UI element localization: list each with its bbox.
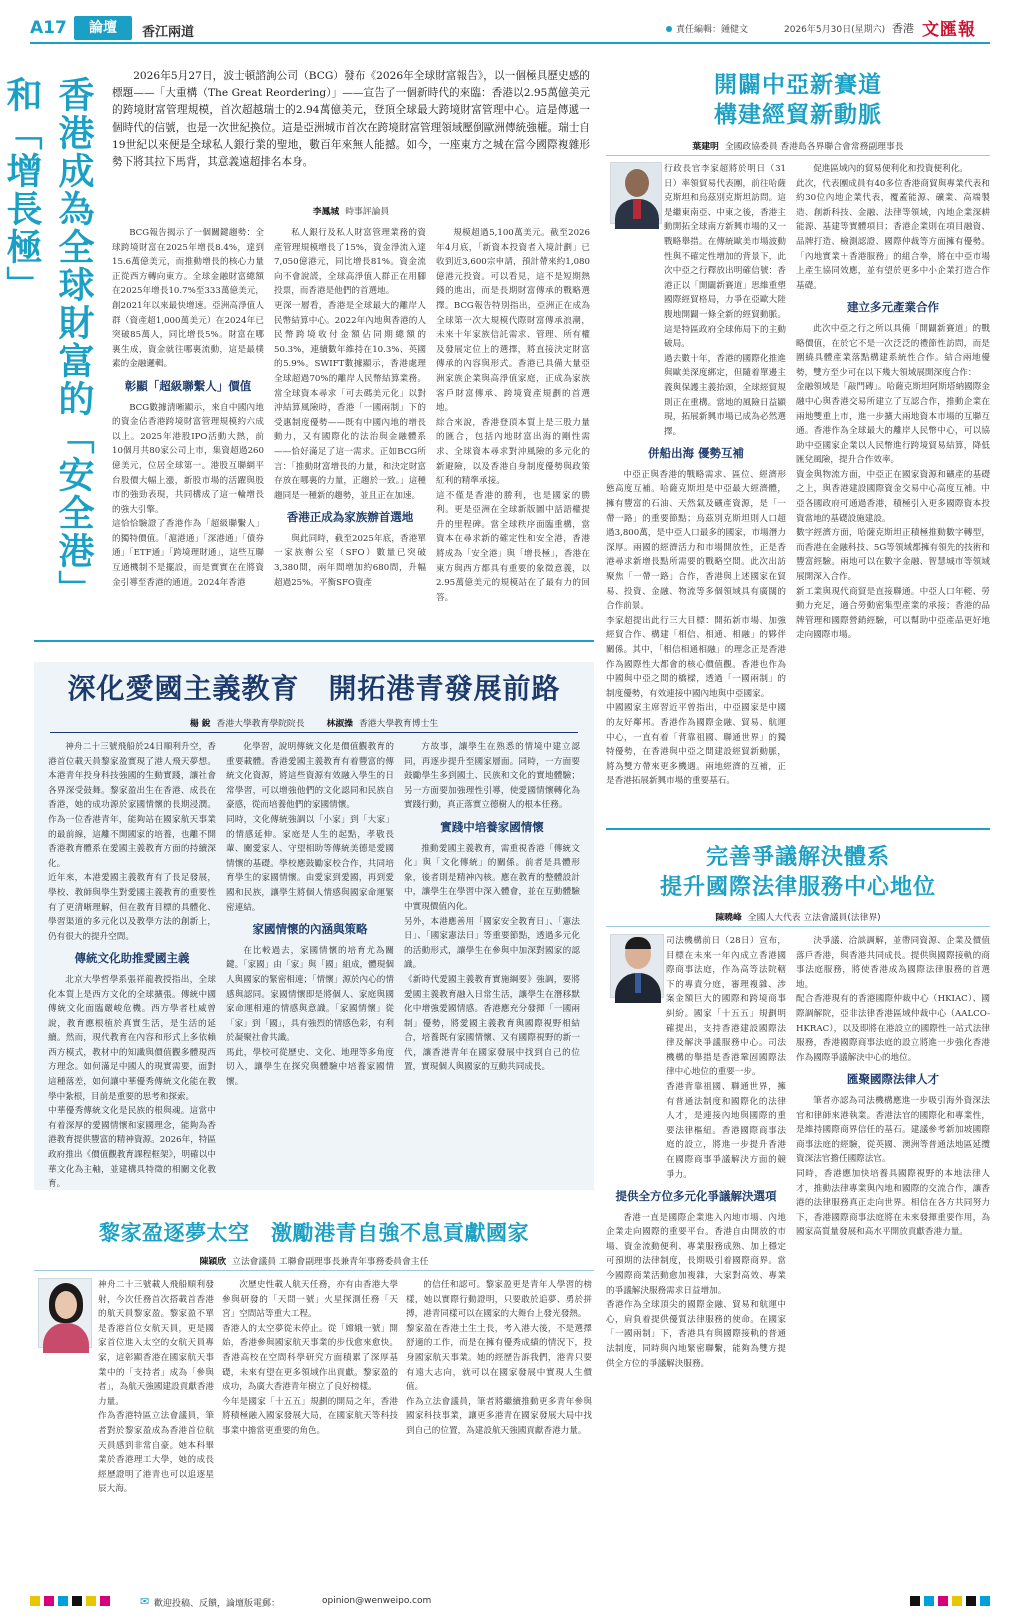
page-number: A17 xyxy=(30,18,67,38)
paper-prefix: 香港 xyxy=(892,22,914,35)
article3-byline xyxy=(34,716,594,729)
article3-subhead-2: 家國情懷的內涵與策略 xyxy=(252,922,368,937)
page-header xyxy=(30,14,990,44)
article1-col3: 規模超過5,100萬美元。截至2026年4月底，「新資本投資者入境計劃」已收到近3,600宗申請，預計帶來約1,080億港元投資。可以看見，這不是短期熱錢的進出，而是長期財富傳承的戰略選擇。BCG報告特別指出，亞洲正在成為全球第一次大規模代際財富傳承浪潮，未來十年家族信託需求、管理、所有權及發展定位上的選擇，將直接決定財富傳承的內容與形式。香港已具備大量亞洲家族企業與高淨值家庭，正成為家族客戶財富傳承、跨境資產規劃的首選地。 綜合來說，香港登頂本質上是三股力量的匯合，包括內地財富出海的剛性需求、全球資本尋求對沖風險的多元化的新避險，以及香港自身制度優勢與政策紅利的精準承接。 這不僅是香港的勝利，也是國家的勝利。更是亞洲在全球新版圖中話語權提升的里程碑。當全球秩序面臨重構，當資本在尋求新的確定性和安全港，香港將成為「安全港」與「增長極」，香港在東方與西方都具有重要的象徵意義，以2.95萬億美元的規模站在了最有力的回答。 xyxy=(436,228,590,603)
article2-bottom-rule xyxy=(606,828,990,830)
article3-subhead-1: 傳統文化助推愛國主義 xyxy=(74,951,190,966)
article3-col1: 神舟二十三號飛船於24日順利升空，香港首位載天員黎家盈實現了港人飛天夢想。本港青年投身科技強國的生動實踐，讓社會各界深受鼓舞。黎家盈出生在香港、成長在香港，她的成功源於家國情懷的長期浸潤。作為一位香港青年，能夠站在國家航天事業的最前線，這離不開國家的培養，也離不開香港教育體系在愛國主義教育方面的持續深化。 近年來，本港愛國主義教育有了長足發展，學校、教師與學生對愛國主義教育的重要性有了更清晰理解，但在教育目標的具體化、學習渠道的多元化以及教學方法的創新上，仍有很大的提升空間。 傳統文化助推愛國主義 北京大學哲學系張祥龍教授指出，全球化本質上是西方文化的全球擴張。傳統中國傳統文化面臨嚴峻危機。西方學者杜威曾說，教育應根植於真實生活，是生活的延續。然而，現代教育在內容和形式上多依賴西方模式，教材中的知識與價值觀多體現西方理念。如何滿足中國人的現實需要，面對這種落差，如何讓中華優秀傳統文化能在教學中紮根，目前是重要的思考和探索。 中華優秀傳統文化是民族的根與魂。這當中有着深厚的愛國情懷和家國理念，能夠為香港教育提供豐富的精神資源。2026年，特區政府推出《價值觀教育課程框架》，明確以中華文化為主軸，並建構具特徵的相關文化教育。 xyxy=(48,742,216,1190)
article5-subhead-1: 提供全方位多元化爭議解決選項 xyxy=(615,1189,777,1204)
article5-headline-1: 完善爭議解決體系 xyxy=(705,844,890,870)
article2-col2: 促進區域內的貿易便利化和投資便利化。 此次，代表團成員有40多位香港商貿與專業代表和約30位內地企業代表，覆蓋能源、礦業、高端製造、創新科技、金融、法律等領域，內地企業深耕能源、基建等實體項目；香港企業則在項目融資、品牌打造、檢測認證、國際仲裁等方面擁有優勢。「內地實業＋香港服務」的組合拳，將在中亞市場上產生協同效應，並有望於更多中小企業打造合作基礎。 建立多元產業合作 此次中亞之行之所以具備「開闢新賽道」的戰略價值，在於它不是一次泛泛的禮節性訪問，而是圍繞具體產業落點構建系統性合作。結合兩地優勢，雙方至少可在以下幾大領域展開深度合作： 金融領域是「敲門磚」。哈薩克斯坦阿斯塔納國際金融中心與香港交易所建立了互認合作，推動企業在兩地雙重上市，進一步擴大兩地資本市場的互聯互通。香港作為全球最大的離岸人民幣中心，可以協助中亞國家企業以人民幣進行跨境貿易結算，降低匯兌風險，提升合作效率。 資金與物流方面，中亞正在國家資源和礦產的基礎之上，與香港建設國際資金交易中心高度互補。中亞各國政府可通過香港，積極引入更多國際資本投資當地的基礎設施建設。 數字經濟方面，哈薩克斯坦正積極推動數字轉型，而香港在金融科技、5G等領域都擁有領先的技術和豐富經驗。兩地可以在數字金融、智慧城市等領域展開深入合作。 新工業與現代商貿是直接聯通。中亞人口年輕、勞動力充足，適合勞動密集型產業的承接；香港的品牌管理和國際營銷經驗，可以幫助中亞產品更好地走向國際市場。 xyxy=(796,164,990,641)
color-bar-left xyxy=(30,1596,130,1606)
article4-author-title: 立法會議員 工聯會副理事長兼青年事務委員會主任 xyxy=(232,1257,429,1267)
article1-lead: 2026年5月27日，波士頓諮詢公司（BCG）發布《2026年全球財富報告》，以一個極具歷史感的標題——「大重構（The Great Reordering）」——宣告了一個新時代的來臨：香港以2.95萬億美元的跨境財富管理規模，首次超越瑞士的2.94萬億美元，登頂全球最大跨境財富管理中心。這是傳遞一個時代的信號，也是一次世紀換位。這是亞洲城市首次在跨境財富管理領域壓倒歐洲傳統強權。瑞士自19世紀以來便是全球私人銀行業的聖地，數百年來無人能撼。如今，一座東方之城在當今國際複雜形勢下將其拉下馬背，其意義遠超排名本身。 xyxy=(112,70,590,169)
article3-author2-title: 香港大學教育博士生 xyxy=(358,719,439,729)
article2-subhead-1: 併船出海 優勢互補 xyxy=(647,446,744,461)
article1-col2: 私人銀行及私人財富管理業務的資產管理規模增長了15%，資金淨流入達7,050億港元，同比增長81%。資金流向不會說謊，全球高淨值人群正在用腳投票，而香港是他們的首選地。 更深一層看，香港是全球最大的離岸人民幣結算中心。2022年內地與香港的人民幣跨境收付金額佔同期總額的50.3%，連續數年維持在10.3%、英國的5.9%。SWIFT數據顯示，香港處理全球超過70%的離岸人民幣結算業務。當全球資本尋求「可去碼美元化」以對沖結算風險時，香港「一國兩制」下的受惠制度優勢——既有中國內地的增長動力，又有國際化的法治與金融體系——恰好滿足了這一需求。正如BCG所言：「推動財富增長的力量，和決定財富存放在哪裏的力量，正趨於一致。」這種趨同是一種新的趨勢，並且正在加速。 香港正成為家族辦首選地 與此同時，截至2025年底，香港單一家族辦公室（SFO）數量已突破3,380間，兩年間增加約680間，升幅超過25%。平衡SFO資產 xyxy=(274,228,426,588)
article5-title-rule xyxy=(606,926,990,927)
paper-logo: 文匯報 xyxy=(922,20,976,40)
article4-title-rule xyxy=(34,1270,594,1271)
article4-col1: 神舟二十三號載人飛船順利發射，今次任務首次搭載首香港的航天員黎家盈。黎家盈不單是香港首位女航天員，更是國家首位進入太空的女航天員專家，這彰顯香港在國家航天事業中的「支持者」成為「參與者」，為航天強國建設貢獻香港力量。 作為香港特區立法會議員，筆者對於黎家盈成為香港首位航天員感到非常自豪。她本科畢業於香港理工大學，她的成長經歷證明了港青也可以追逐星辰大海。 xyxy=(98,1280,215,1495)
article4-headline: 黎家盈逐夢太空 激勵港青自強不息貢獻國家 xyxy=(99,1220,529,1245)
article1-author-title: 時事評論員 xyxy=(345,207,390,217)
footer xyxy=(30,1590,990,1614)
footer-email-link[interactable]: opinion@wenweipo.com xyxy=(322,1596,432,1606)
article3-author2: 林淑操 xyxy=(326,719,353,729)
article3-subhead-3: 實踐中培養家國情懷 xyxy=(440,819,544,834)
issue-date: 2026年5月30日(星期六) xyxy=(784,25,886,35)
article2-col1: 行政長官李家超將於明日（31日）率領貿易代表團，前往哈薩克斯坦和烏茲別克斯坦訪問。這是繼東南亞、中東之後，香港主動開拓全球南方新興市場的又一戰略舉措。在傳統歐美市場波動性與不確定性增加的背景下，此次中亞之行釋放出明確信號：香港正以「開闢新賽道」思維重塑國際經貿格局，力爭在亞歐大陸腹地開闢一條全新的經貿動脈。這是特區政府全球佈局下的主動破局。 過去數十年，香港的國際化推進與歐美深度綁定，但隨着單邊主義與保護主義抬頭，全球經貿規則正在重構。當地的風險日益顯現，拓展新興市場已成為必然選擇。 併船出海 優勢互補 中亞正與香港的戰略需求、區位、經濟形態高度互補。哈薩克斯坦是中亞最大經濟體，擁有豐富的石油、天然氣及礦產資源，是「一帶一路」的重要節點；烏茲別克斯坦則人口超過3,800萬，是中亞人口最多的國家，市場潛力深厚。兩國的經濟活力和市場開放性，正是香港尋求新增長點所需要的戰略空間。此次出訪聚焦「一帶一路」合作，香港與上述國家在貿易、投資、金融、物流等多個領域具有廣闊的合作前景。 李家超提出此行三大目標：開拓新市場、加強經貿合作、構建「相信、相通、相融」的夥伴關係。其中，「相信相通相融」的理念正是香港作為國際性大都會的核心價值觀。香港也作為中國與中亞之間的橋樑，透過「一國兩制」的制度優勢，有效連接中國內地與中亞國家。 中國國家主席習近平曾指出，中亞國家是中國的友好鄰邦。香港作為國際金融、貿易、航運中心，一直有着「背靠祖國、聯通世界」的獨特優勢，在香港與中亞之間建設經貿新動脈，將為雙方帶來更多機遇。兩地經濟的互補，正是香港拓展新興市場的重要基石。 xyxy=(606,164,786,787)
article5-headline-2: 提升國際法律服務中心地位 xyxy=(659,874,936,900)
header-rule xyxy=(30,42,990,44)
article2-headline-1: 開闢中亞新賽道 xyxy=(714,71,882,98)
article2-author: 葉建明 xyxy=(692,142,719,152)
color-bar-right xyxy=(890,1596,990,1606)
article2-subhead-2: 建立多元產業合作 xyxy=(847,300,939,315)
article4-col3: 的信任和認可。黎家盈更是青年人學習的榜樣，她以實際行動證明，只要敢於追夢、勇於拼搏，港青同樣可以在國家的大舞台上發光發熱。 黎家盈在香港土生土長，考入港大後，不是選擇舒適的工作，而是在擁有優秀成績的情況下，投身國家航天事業。她的經歷告訴我們，港青只要有遠大志向，就可以在國家發展中實現人生價值。 作為立法會議員，筆者將繼續推動更多青年參與國家科技事業，讓更多港青在國家發展大局中找到自己的位置，為建設航天強國貢獻香港力量。 xyxy=(406,1280,592,1436)
article1-col1: BCG報告揭示了一個關鍵趨勢：全球跨境財富在2025年增長8.4%，達到15.6萬億美元，而推動增長的核心力量正從西方轉向東方。全球金融財富總額在2025年增長10.7%至333萬億美元，創2021年以來最快增速。亞洲高淨值人群（資產超1,000萬美元）在2024年已突破85萬人，同比增長5%。財富在哪裏生成，資金就往哪裏流動，這是最樸素的金融邏輯。 彰顯「超級聯繫人」價值 BCG數據清晰顯示，來自中國內地的資金佔香港跨境財富管理規模約六成以上。2025年港股IPO活動大熱，前10個月共80家公司上市，集資超過260億美元，位居全球第一。港股互聯網平台股價大幅上漲，新股市場的活躍與股市的強勁表現，共同構成了這一輪增長的強大引擎。 這恰恰驗證了香港作為「超級聯繫人」的獨特價值。「滬港通」「深港通」「債券通」「ETF通」「跨境理財通」，這些互聯互通機制不是擺設，而是實實在在將資金引導至香港的通道。2024年香港 xyxy=(112,228,264,588)
article5-col1: 司法機構前日（28日）宣布，目標在未來一年內成立香港國際商事法庭，作為高等法院轄下的專責分庭，審理複雜、涉案金額巨大的國際和跨境商事糾紛。國家「十五五」規劃明確提出，支持香港建設國際法律及解決爭議服務中心。司法機構的舉措是香港鞏固國際法律中心地位的重要一步。 香港背靠祖國、聯通世界，擁有普通法制度和國際化的法律人才，是連接內地與國際的重要法律樞紐。香港國際商事法庭的設立，將進一步提升香港在國際商事爭議解決方面的競爭力。 提供全方位多元化爭議解決選項 香港一直是國際企業進入內地市場、內地企業走向國際的重要平台。香港自由開放的市場、資金流動便利、專業服務成熟、加上穩定可預期的法律制度，長期吸引着國際商界。當今國際商業活動愈加複雜，大家對高效、專業的爭議解決服務需求日益增加。 香港作為全球頂尖的國際金融、貿易和航運中心，肩負着提供優質法律服務的使命。在國家「一國兩制」下，香港具有與國際接軌的普通法制度，同時與內地緊密聯繫，能夠為雙方提供全方位的爭議解決服務。 xyxy=(606,936,786,1369)
article1-subhead-2: 香港正成為家族辦首選地 xyxy=(286,510,414,525)
article3-author1-title: 香港大學教育學院院長 xyxy=(216,719,305,729)
article3-col3: 方故事，讓學生在熟悉的情境中建立認同，再逐步提升至國家層面。同時，一方面要鼓勵學生多到國土、民族和文化的實地體驗；另一方面要加強理性引導，使愛國情懷轉化為實踐行動，真正落實立德樹人的根本任務。 實踐中培養家國情懷 推動愛國主義教育，需重視香港「傳統文化」與「文化傳統」的關係。前者是具體形象，後者則是精神內核。應在教育的整體設計中，讓學生在學習中深入體會，並在互動體驗中實現價值內化。 另外，本港應善用「國家安全教育日」、「憲法日」、「國家憲法日」等重要節點，透過多元化的活動形式，讓學生在參與中加深對國家的認識。 《新時代愛國主義教育實施綱要》強調，要將愛國主義教育融入日常生活，讓學生在潛移默化中增強愛國情感。香港應充分發揮「一國兩制」優勢，將愛國主義教育與國際視野相結合，培養既有家國情懷、又有國際視野的新一代，讓香港青年在國家發展中找到自己的位置，實現個人與國家的互動共同成長。 xyxy=(404,742,580,1073)
article4-col2: 次歷史性載人航天任務，亦有由香港大學參與研發的「天問一號」火星探測任務「天宮」空間站等重大工程。 香港人的太空夢從未停止。從「嫦娥一號」開始，香港參與國家航天事業的步伐愈來愈快。香港高校在空間科學研究方面積累了深厚基礎，未來有望在更多領域作出貢獻。黎家盈的成功，為廣大香港青年樹立了良好榜樣。 今年是國家「十五五」規劃的開局之年，香港將積極融入國家發展大局，在國家航天等科技事業中擔當更重要的角色。 xyxy=(222,1280,398,1436)
article4-author: 陳穎欣 xyxy=(199,1257,227,1267)
article2-author-title: 全國政協委員 香港島各界聯合會常務副理事長 xyxy=(724,142,904,152)
article5-author: 陳曉峰 xyxy=(715,913,742,923)
section-badge: 論壇 xyxy=(74,16,132,40)
bullet-icon xyxy=(666,26,672,32)
article3-author1: 楊 銳 xyxy=(189,719,211,729)
article5-subhead-2: 匯聚國際法律人才 xyxy=(847,1072,939,1087)
article1-headline: 香港成為全球財富的「安全港」和「增長極」 xyxy=(1,76,95,608)
article5-author-title: 全國人大代表 立法會議員(法律界) xyxy=(747,913,881,923)
mail-icon: ✉ xyxy=(140,1595,150,1608)
article3-title-rule xyxy=(50,732,578,733)
article3-headline: 深化愛國主義教育 開拓港青發展前路 xyxy=(67,672,561,705)
article2-title-rule xyxy=(606,155,990,156)
editor-credit: 責任編輯：鍾健文 xyxy=(676,25,749,35)
footer-label: 歡迎投稿、反饋，論壇版電郵： xyxy=(154,1599,281,1609)
column-name: 香江兩道 xyxy=(142,25,195,40)
article1-byline xyxy=(112,204,590,217)
article2-byline xyxy=(606,139,990,152)
article5-byline xyxy=(606,910,990,923)
article5-col2: 決爭議、洽談調解，並帶同資源、企業及價值落戶香港，與香港共同成長。提供與國際接軌的商事法庭服務，將使香港成為國際法律服務的首選地。 配合香港現有的香港國際仲裁中心（HKIAC）、國際調解院，亞非法律香港區域仲裁中心（AALCO-HKRAC），以及即將在港設立的國際性一站式法律服務，香港國際商事法庭的設立將進一步強化香港作為國際爭議解決中心的地位。 匯聚國際法律人才 筆者亦認為司法機構應進一步吸引海外資深法官和律師來港執業。香港法官的國際化和專業性，是維持國際商界信任的基石。建議參考新加坡國際商事法庭的經驗，從英國、澳洲等普通法地區延攬資深法官擔任國際法官。 同時，香港應加快培養具國際視野的本地法律人才，推動法律專業與內地和國際的交流合作，讓香港的法律服務真正走向世界。相信在各方共同努力下，香港國際商事法庭將在未來發揮重要作用，為國家高質量發展和高水平開放貢獻香港力量。 xyxy=(796,936,990,1238)
article1-subhead-1: 彰顯「超級聯繫人」價值 xyxy=(124,378,252,393)
article1-bottom-rule xyxy=(34,640,594,642)
article2-headline-2: 構建經貿新動脈 xyxy=(714,101,882,128)
article1-author: 李鳳城 xyxy=(312,207,340,217)
article3-col2: 化學習，說明傳統文化是價值觀教育的重要載體。香港愛國主義教育有着豐富的傳統文化資源，將這些資源有效融入學生的日常學習，可以增強他們的文化認同和民族自豪感，從而培養他們的家國情懷。 同時，文化傳統強調以「小家」到「大家」的情感延伸。家庭是人生的起點，孝敬長輩、關愛家人、守望相助等傳統美德是愛國情懷的基礎。學校應鼓勵家校合作，共同培育學生的家國情懷。由愛家到愛國，再到愛國和民族，讓學生將個人情感與國家命運緊密連結。 家國情懷的內涵與策略 在比較過去，家國情懷的培育尤為關鍵。「家國」由「家」與「國」組成，體現個人與國家的緊密相連；「情懷」源於內心的情感與認同。家國情懷即是將個人、家庭與國家命運相連的情感與意識。「家國情懷」從「家」到「國」，具有強烈的情感色彩，有利於凝聚社會共識。 馬此，學校可從歷史、文化、地理等多角度切入，讓學生在探究與體驗中培養家國情懷。 xyxy=(226,742,394,1088)
article4-byline xyxy=(34,1254,594,1267)
